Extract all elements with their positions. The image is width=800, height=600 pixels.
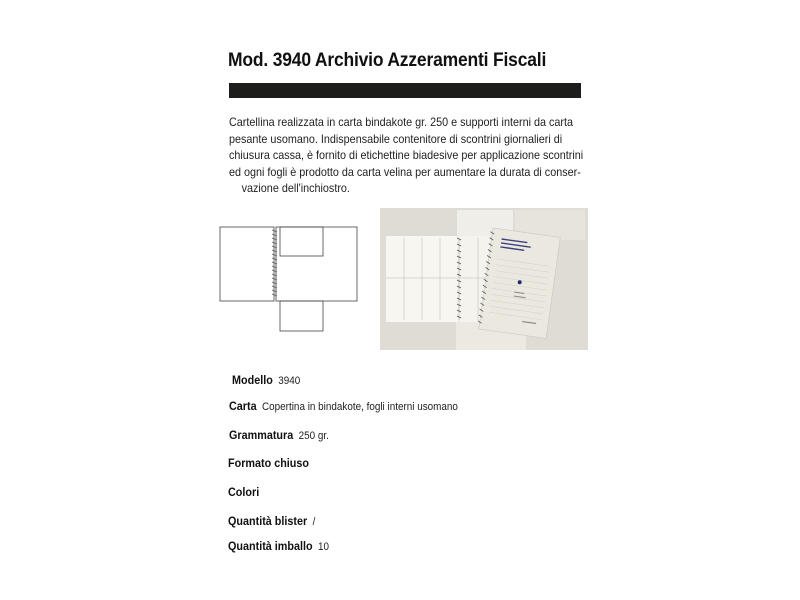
title-bar xyxy=(229,83,581,98)
product-photo xyxy=(380,208,588,350)
description-line: ed ogni fogli è prodotto da carta velina per aumentare la durata di conser- xyxy=(229,164,581,179)
spec-label: Quantità imballo xyxy=(228,539,313,553)
spec-colori xyxy=(228,485,265,499)
description-line: chiusura cassa, è fornito di etichettine biadesive per applicazione scontrini xyxy=(229,148,584,163)
spec-label: Quantità blister xyxy=(228,514,308,528)
spec-label: Carta xyxy=(229,399,257,413)
spec-value: / xyxy=(312,516,316,528)
spec-value: 3940 xyxy=(278,375,301,387)
spec-value: 250 gr. xyxy=(298,430,329,442)
spec-quantita-imballo xyxy=(228,539,329,553)
spec-value: Copertina in bindakote, fogli interni usomano xyxy=(262,401,458,413)
description-line: pesante usomano. Indispensabile contenitore di scontrini giornalieri di xyxy=(229,131,563,146)
spec-label: Formato chiuso xyxy=(228,456,310,470)
spec-carta xyxy=(229,399,458,413)
diagram-top-flap xyxy=(280,227,323,256)
product-description xyxy=(229,114,589,197)
diagram-left-panel xyxy=(220,227,274,301)
page-title: Mod. 3940 Archivio Azzeramenti Fiscali xyxy=(228,50,547,71)
folder-layout-diagram xyxy=(219,226,359,336)
spec-label: Grammatura xyxy=(229,428,294,442)
photo-notebook-cover xyxy=(477,228,561,339)
spec-value: 10 xyxy=(318,541,330,553)
description-line: Cartellina realizzata in carta bindakote gr. 250 e supporti interni da carta xyxy=(229,115,573,129)
spec-label: Modello xyxy=(232,373,273,387)
spec-modello xyxy=(232,373,300,387)
spec-formato-chiuso xyxy=(228,456,314,470)
description-line: vazione dell'inchiostro. xyxy=(241,181,350,196)
spec-quantita-blister xyxy=(228,514,315,528)
spec-grammatura xyxy=(229,428,329,442)
spec-label: Colori xyxy=(228,485,260,499)
diagram-right-panel xyxy=(276,227,357,301)
diagram-bottom-flap xyxy=(280,301,323,331)
